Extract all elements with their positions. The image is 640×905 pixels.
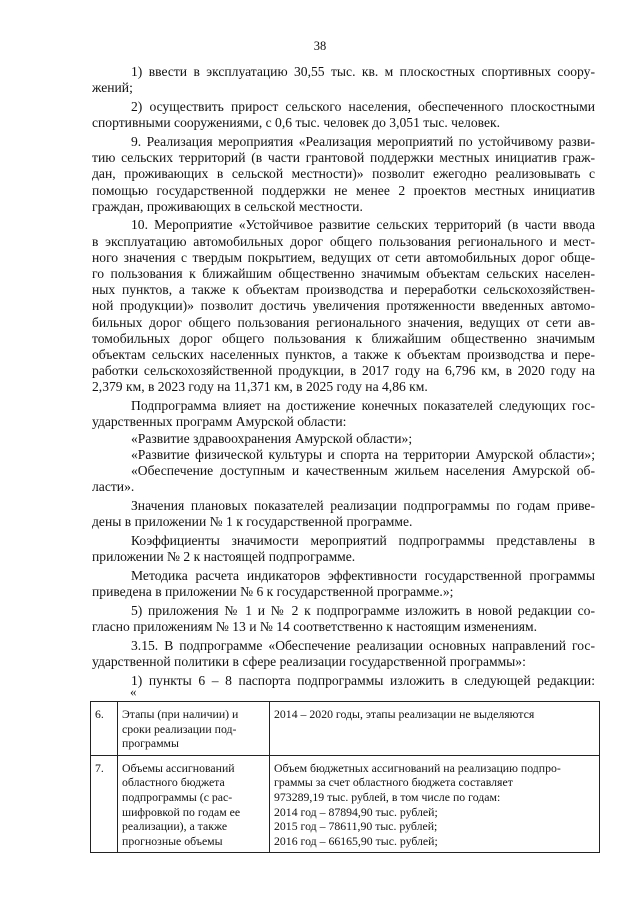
text-line: 5) приложения № 1 и № 2 к подпрограмме изложить в новой редакции со-: [131, 602, 595, 618]
cell-line: реализации), а также: [122, 819, 228, 834]
cell-line: прогнозные объемы: [122, 833, 223, 848]
text-line: го пользования к ближайшим общественно значимым объектам сельских населен-: [92, 266, 595, 282]
text-line: дан, проживающих в сельской местности)» позволит ежегодно реализовывать с: [92, 166, 595, 182]
text-line: объектам сельских населенных пунктов, а также к объектам производства и пере-: [92, 346, 595, 362]
text-line: Методика расчета индикаторов эффективности государственной программы: [131, 567, 595, 583]
row-label-cell: [118, 755, 270, 853]
document-body: [92, 64, 595, 689]
text-line: ной продукции)» позволит достичь увеличения протяженности введенных автомо-: [92, 298, 595, 314]
cell-line: 2014 год – 87894,90 тыс. рублей;: [274, 804, 438, 819]
cell-line: программы: [122, 736, 179, 751]
text-line: 3.15. В подпрограмме «Обеспечение реализации основных направлений гос-: [131, 637, 595, 653]
text-line: помощью государственной поддержки не менее 2 проектов местных инициатив: [92, 182, 595, 198]
passport-table: [90, 701, 600, 853]
cell-line: подпрограммы (с рас-: [122, 789, 233, 804]
text-line: 9. Реализация мероприятия «Реализация мероприятий по устойчивому разви-: [131, 133, 595, 149]
text-line: ударственных программ Амурской области:: [92, 414, 347, 430]
row-number-cell: 7.: [91, 755, 118, 853]
text-line: приведена в приложении № 6 к государственной программе.»;: [92, 583, 454, 599]
text-line: приложении № 2 к настоящей подпрограмме.: [92, 549, 356, 564]
text-line: ного значения с твердым покрытием, ведущих от сети автомобильных дорог обще-: [92, 249, 595, 265]
cell-line: шифровкой по годам ее: [122, 804, 241, 819]
table-row: [91, 755, 600, 853]
text-line: 1) пункты 6 – 8 паспорта подпрограммы изложить в следующей редакции:: [131, 672, 595, 688]
text-line: гласно приложениям № 13 и № 14 соответственно к настоящим изменениям.: [92, 618, 538, 634]
text-line: тию сельских территорий (в части грантовой поддержки местных инициатив граж-: [92, 150, 595, 166]
text-line: граждан, проживающих в сельской местности.: [92, 198, 363, 214]
text-line: работки сельскохозяйственной продукции, в 2017 году на 6,796 км, в 2020 году на: [92, 363, 595, 379]
text-line: 10. Мероприятие «Устойчивое развитие сельских территорий (в части ввода: [131, 217, 595, 233]
text-line: Подпрограмма влияет на достижение конечных показателей следующих гос-: [131, 398, 595, 414]
quote-open-mark: «: [130, 684, 137, 699]
text-line: 1) ввести в эксплуатацию 30,55 тыс. кв. м плоскостных спортивных соору-: [131, 64, 595, 79]
text-line: дены в приложении № 1 к государственной программе.: [92, 514, 413, 530]
text-line: ных пунктов, а также к объектам производства и переработки сельскохозяйствен-: [92, 282, 595, 298]
cell-line: 973289,19 тыс. рублей, в том числе по годам:: [274, 789, 501, 804]
text-line: 2,379 км, в 2023 году на 11,371 км, в 2025 году на 4,86 км.: [92, 379, 428, 395]
text-line: Коэффициенты значимости мероприятий подпрограммы представлены в: [131, 532, 595, 548]
text-line: бильных дорог общего пользования регионального значения, ведущих от сети ав-: [92, 314, 595, 330]
cell-line: Объем бюджетных ассигнований на реализацию подпро-: [274, 760, 561, 775]
text-line: Значения плановых показателей реализации подпрограммы по годам приве-: [131, 497, 595, 513]
row-value-cell: [270, 755, 600, 853]
text-line: ударственной политики в сфере реализации государственной программы»:: [92, 653, 526, 669]
text-line: 2) осуществить прирост сельского населения, обеспеченного плоскостными: [131, 98, 595, 114]
row-value-cell: [270, 702, 600, 756]
cell-line: Этапы (при наличии) и: [122, 707, 239, 721]
table-row: [91, 702, 600, 756]
text-line: в эксплуатацию автомобильных дорог общего пользования регионального и мест-: [92, 233, 595, 249]
text-line: «Развитие здравоохранения Амурской области»;: [131, 430, 413, 446]
page-number: 38: [313, 39, 327, 53]
cell-line: сроки реализации под-: [122, 721, 237, 736]
row-number-cell: 6.: [91, 702, 118, 756]
text-line: «Развитие физической культуры и спорта на территории Амурской области»;: [131, 446, 595, 462]
cell-line: Объемы ассигнований: [122, 760, 235, 775]
cell-line: 2014 – 2020 годы, этапы реализации не выделяются: [274, 707, 535, 721]
cell-line: граммы за счет областного бюджета составляет: [274, 775, 513, 790]
cell-line: 2016 год – 66165,90 тыс. рублей;: [274, 833, 438, 848]
cell-line: 2015 год – 78611,90 тыс. рублей;: [274, 819, 438, 834]
text-line: жений;: [92, 80, 133, 96]
row-label-cell: [118, 702, 270, 756]
text-line: ласти».: [92, 479, 135, 495]
cell-line: областного бюджета: [122, 775, 225, 790]
text-line: спортивными сооружениями, с 0,6 тыс. человек до 3,051 тыс. человек.: [92, 115, 501, 131]
text-line: «Обеспечение доступным и качественным жильем населения Амурской об-: [131, 462, 595, 478]
text-line: томобильных дорог общего пользования к ближайшим общественно значимым: [92, 330, 595, 346]
